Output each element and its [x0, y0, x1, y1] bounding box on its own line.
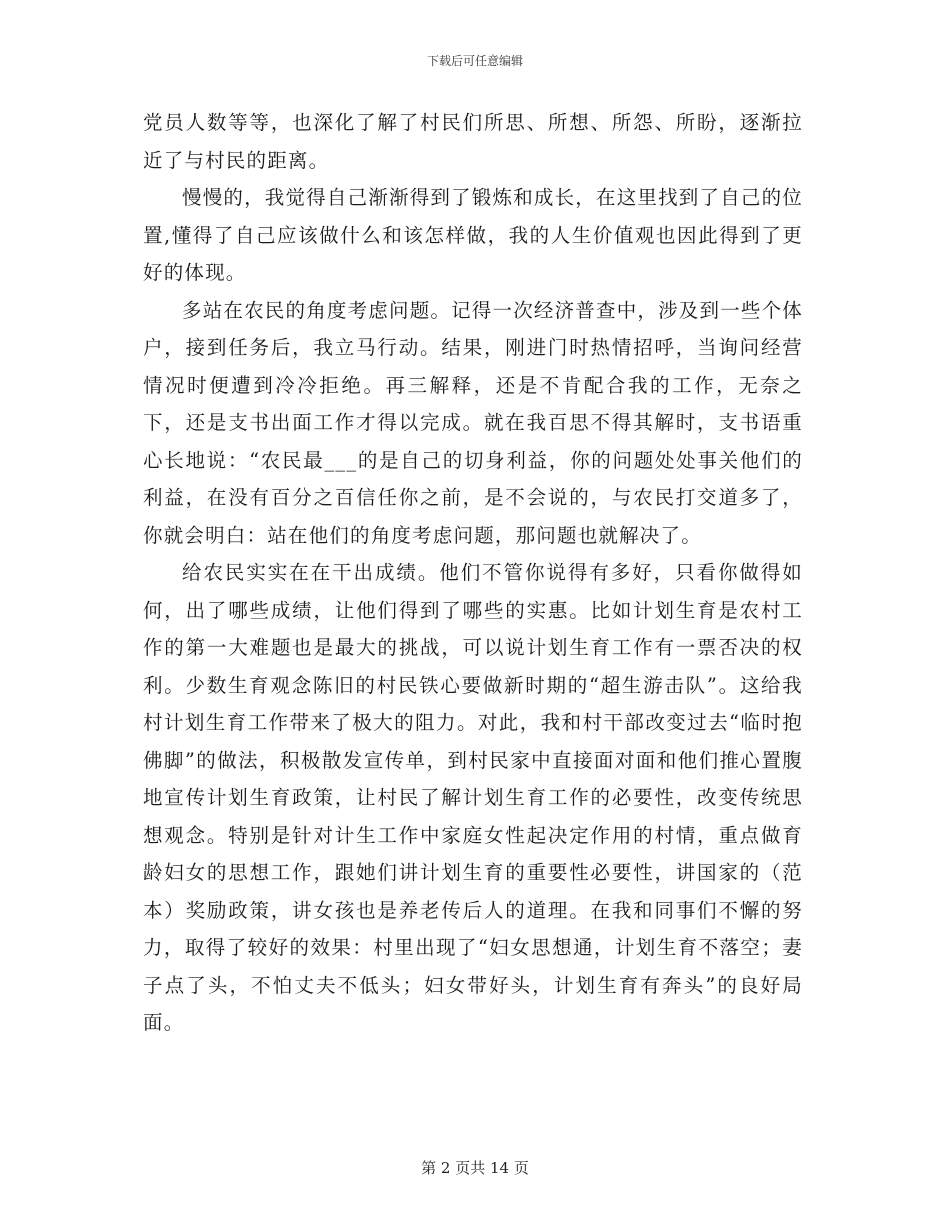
page-number: 第 2 页共 14 页	[421, 1159, 529, 1177]
paragraph: 给农民实实在在干出成绩。他们不管你说得有多好，只看你做得如何，出了哪些成绩，让他们得到了哪些的实惠。比如计划生育是农村工作的第一大难题也是最大的挑战，可以说计划生育工作有一票否决的权利。少数生育观念陈旧的村民铁心要做新时期的“超生游击队”。这给我村计划生育工作带来了极大的阻力。对此，我和村干部改变过去“临时抱佛脚”的做法，积极散发宣传单，到村民家中直接面对面和他们推心置腹地宣传计划生育政策，让村民了解计划生育工作的必要性，改变传统思想观念。特别是针对计生工作中家庭女性起决定作用的村情，重点做育龄妇女的思想工作，跟她们讲计划生育的重要性必要性，讲国家的（范本）奖励政策，讲女孩也是养老传后人的道理。在我和同事们不懈的努力，取得了较好的效果：村里出现了“妇女思想通，计划生育不落空；妻子点了头，不怕丈夫不低头；妇女带好头，计划生育有奔头”的良好局面。	[143, 561, 803, 1034]
page-header: 下载后可任意编辑	[426, 54, 523, 68]
paragraph-continued: 党员人数等等，也深化了解了村民们所思、所想、所怨、所盼，逐渐拉近了与村民的距离。	[143, 111, 803, 172]
paragraph: 多站在农民的角度考虑问题。记得一次经济普查中，涉及到一些个体户，接到任务后，我立马行动。结果，刚进门时热情招呼，当询问经营情况时便遭到冷冷拒绝。再三解释，还是不肯配合我的工作，无奈之下，还是支书出面工作才得以完成。就在我百思不得其解时，支书语重心长地说：“农民最___的是自己的切身利益，你的问题处处事关他们的利益，在没有百分之百信任你之前，是不会说的，与农民打交道多了，你就会明白：站在他们的角度考虑问题，那问题也就解决了。	[143, 298, 804, 547]
document-body	[143, 104, 803, 1042]
paragraph: 慢慢的，我觉得自己渐渐得到了锻炼和成长，在这里找到了自己的位置,懂得了自己应该做什么和该怎样做，我的人生价值观也因此得到了更好的体现。	[143, 186, 804, 284]
